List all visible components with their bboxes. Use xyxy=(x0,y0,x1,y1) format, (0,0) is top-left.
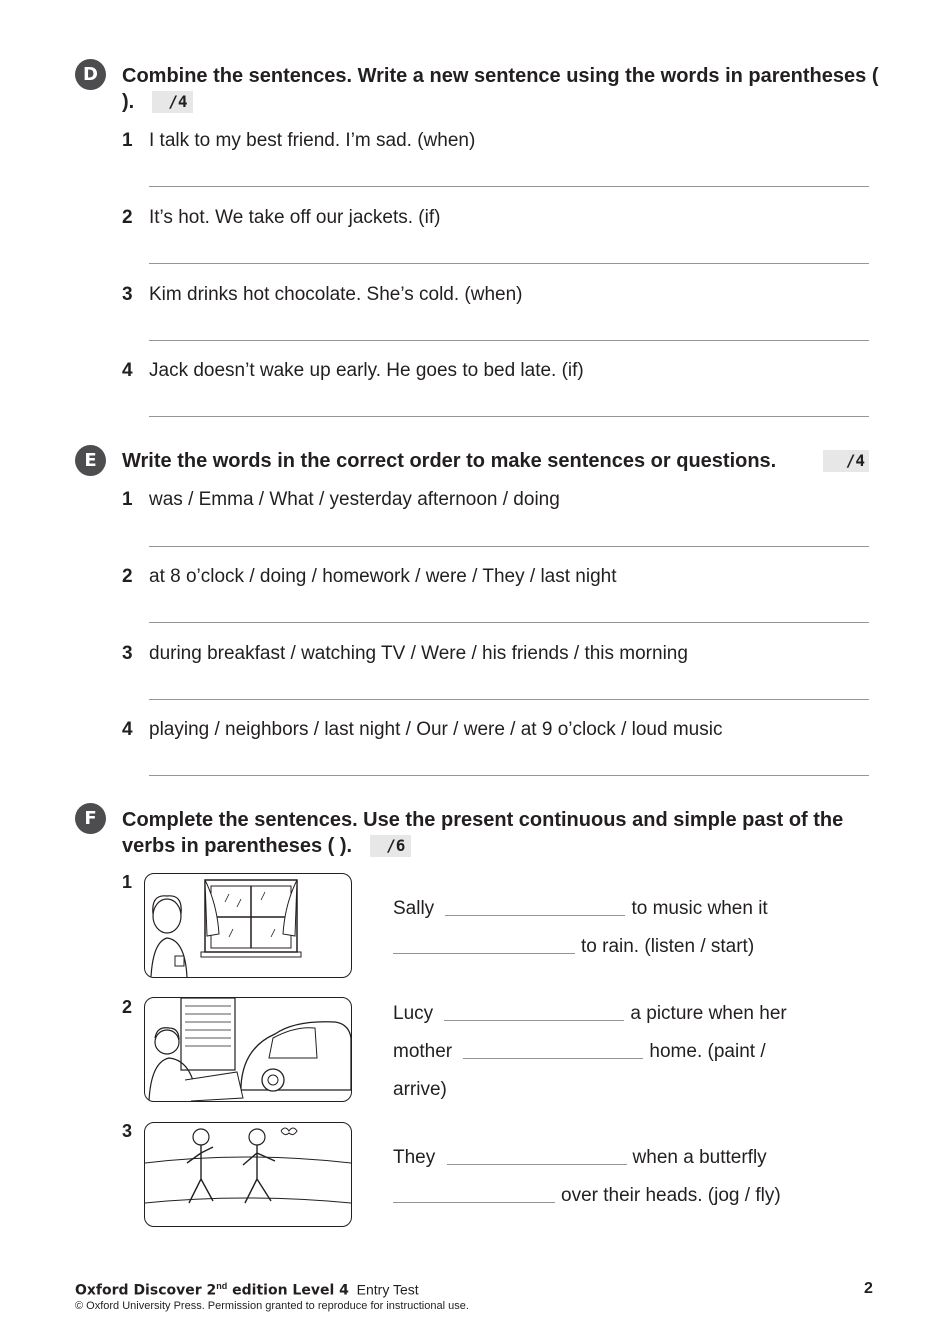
answer-blank[interactable] xyxy=(444,1002,624,1021)
answer-line[interactable] xyxy=(149,546,869,547)
section-d-score: /4 xyxy=(152,91,193,113)
page-number: 2 xyxy=(864,1280,873,1297)
item-text: playing / neighbors / last night / Our / were / at 9 o’clock / loud music xyxy=(149,719,723,740)
item-number: 4 xyxy=(122,719,133,740)
item-text: during breakfast / watching TV / Were / his friends / this morning xyxy=(149,643,688,664)
f3-line-2 xyxy=(393,1184,781,1208)
f3-end: over their heads. (jog / fly) xyxy=(561,1185,781,1206)
answer-line[interactable] xyxy=(149,775,869,776)
picture-two-girls-jogging-butterfly xyxy=(144,1122,352,1227)
answer-line[interactable] xyxy=(149,622,869,623)
footer-title-bold: Oxford Discover 2 xyxy=(75,1282,217,1299)
f3-line-1 xyxy=(393,1146,767,1170)
section-d-item-4 xyxy=(122,360,584,382)
section-e-score: /4 xyxy=(823,450,869,472)
section-badge-d: D xyxy=(75,59,106,90)
item-text: It’s hot. We take off our jackets. (if) xyxy=(149,207,441,228)
item-text: Jack doesn’t wake up early. He goes to bed late. (if) xyxy=(149,360,584,381)
painting-car-illustration xyxy=(145,998,351,1101)
f2-line2a: mother xyxy=(393,1041,453,1062)
f1-line-2 xyxy=(393,935,754,959)
answer-blank[interactable] xyxy=(445,897,625,916)
f2-line2b: home. (paint / xyxy=(649,1041,766,1062)
section-e-item-3 xyxy=(122,643,688,665)
section-d-instruction-text: Combine the sentences. Write a new sentence using the words in parentheses ( ). xyxy=(122,65,879,113)
f2-line3: arrive) xyxy=(393,1079,447,1100)
f1-end: to rain. (listen / start) xyxy=(581,936,755,957)
section-f-score: /6 xyxy=(370,835,411,857)
answer-line[interactable] xyxy=(149,699,869,700)
section-badge-f: F xyxy=(75,803,106,834)
f2-line-2 xyxy=(393,1040,766,1064)
section-e-item-2 xyxy=(122,566,617,588)
footer-title-rest: Entry Test xyxy=(356,1281,419,1298)
picture-boy-painting-car-arriving xyxy=(144,997,352,1102)
item-number: 2 xyxy=(122,566,133,587)
f1-mid: to music when it xyxy=(631,898,768,919)
section-e-item-4 xyxy=(122,719,722,741)
section-f-instruction-text: Complete the sentences. Use the present continuous and simple past of the verbs in parentheses ( ). xyxy=(122,809,844,857)
footer-title-sup: nd xyxy=(216,1281,228,1291)
answer-line[interactable] xyxy=(149,340,869,341)
f2-mid: a picture when her xyxy=(630,1003,787,1024)
section-e-instruction xyxy=(122,448,882,474)
section-d-instruction xyxy=(122,63,882,115)
picture-number-3: 3 xyxy=(122,1121,133,1141)
item-text: was / Emma / What / yesterday afternoon / doing xyxy=(149,489,560,510)
item-number: 3 xyxy=(122,643,133,664)
footer-copyright: © Oxford University Press. Permission granted to reproduce for instructional use. xyxy=(75,1300,469,1312)
answer-blank[interactable] xyxy=(463,1040,643,1059)
item-text: I talk to my best friend. I’m sad. (when) xyxy=(149,130,476,151)
item-text: Kim drinks hot chocolate. She’s cold. (when) xyxy=(149,284,523,305)
item-number: 1 xyxy=(122,130,133,151)
f2-line-3 xyxy=(393,1078,447,1102)
item-text: at 8 o’clock / doing / homework / were / They / last night xyxy=(149,566,617,587)
answer-line[interactable] xyxy=(149,263,869,264)
section-d-item-3 xyxy=(122,284,523,306)
answer-line[interactable] xyxy=(149,416,869,417)
jogging-illustration xyxy=(145,1123,351,1226)
answer-blank[interactable] xyxy=(393,1184,555,1203)
item-number: 4 xyxy=(122,360,133,381)
picture-number-1: 1 xyxy=(122,872,133,892)
footer-title xyxy=(75,1281,419,1299)
f2-start: Lucy xyxy=(393,1003,434,1024)
section-e-instruction-text: Write the words in the correct order to make sentences or questions. xyxy=(122,450,777,472)
section-e-item-1 xyxy=(122,489,560,511)
picture-number-2: 2 xyxy=(122,997,133,1017)
f1-start: Sally xyxy=(393,898,435,919)
section-badge-e: E xyxy=(75,445,106,476)
section-d-item-2 xyxy=(122,207,440,229)
item-number: 2 xyxy=(122,207,133,228)
item-number: 1 xyxy=(122,489,133,510)
item-number: 3 xyxy=(122,284,133,305)
girl-window-illustration xyxy=(145,874,351,977)
footer-title-bold2: edition Level 4 xyxy=(227,1282,349,1299)
f3-mid: when a butterfly xyxy=(632,1147,767,1168)
f2-line-1 xyxy=(393,1002,787,1026)
f3-start: They xyxy=(393,1147,436,1168)
f1-line-1 xyxy=(393,897,768,921)
picture-girl-at-window-rain xyxy=(144,873,352,978)
section-d-item-1 xyxy=(122,130,475,152)
answer-blank[interactable] xyxy=(393,935,575,954)
section-f-instruction xyxy=(122,807,892,859)
answer-line[interactable] xyxy=(149,186,869,187)
answer-blank[interactable] xyxy=(447,1146,627,1165)
